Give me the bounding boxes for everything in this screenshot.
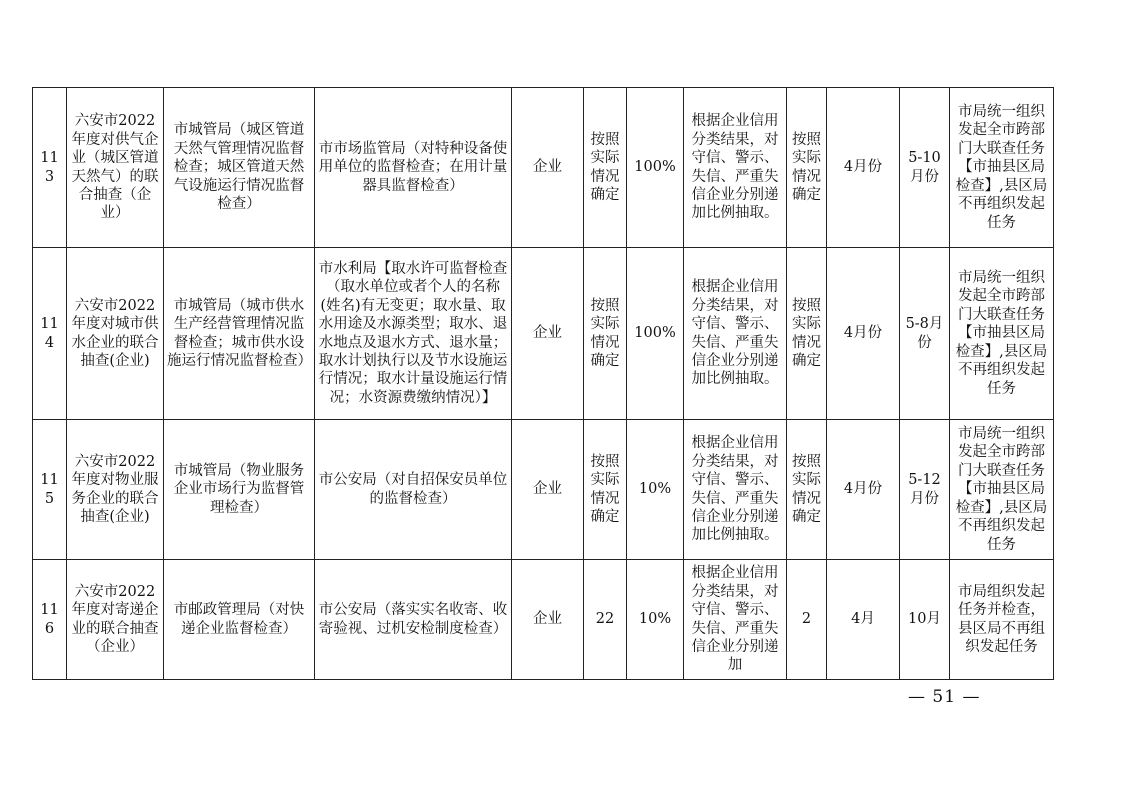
inspection-period: 10月 [900,560,950,680]
lead-department: 市城管局（城市供水生产经营管理情况监督检查；城市供水设施运行情况监督检查） [164,248,315,420]
sample-ratio: 100% [627,248,684,420]
sampling-method: 根据企业信用分类结果，对守信、警示、失信、严重失信企业分别递加 [684,560,787,680]
partner-department: 市水利局【取水许可监督检查（取水单位或者个人的名称(姓名)有无变更；取水量、取水用途及水源类型；取水、退水地点及退水方式、退水量；取水计划执行以及节水设施运行情况；取水计量设施运行情况；水资源费缴纳情况）】 [315,248,512,420]
row-number: 11 4 [33,248,67,420]
partner-department: 市市场监管局（对特种设备使用单位的监督检查；在用计量器具监督检查） [315,88,512,248]
remarks: 市局统一组织发起全市跨部门大联查任务【市抽县区局检查】,县区局不再组织发起任务 [950,420,1054,560]
partner-department: 市公安局（对自招保安员单位的监督检查） [315,420,512,560]
sample-count: 22 [584,560,627,680]
inspection-object: 企业 [512,560,584,680]
sample-ratio: 10% [627,420,684,560]
sample-count: 按照实际情况确定 [584,248,627,420]
task-name: 六安市2022年度对城市供水企业的联合抽查(企业) [67,248,164,420]
sample-count-2: 按照实际情况确定 [787,248,827,420]
page-number: — 51 — [908,687,981,707]
sampling-method: 根据企业信用分类结果，对守信、警示、失信、严重失信企业分别递加比例抽取。 [684,88,787,248]
table-row [33,88,1054,248]
task-name: 六安市2022年度对物业服务企业的联合抽查(企业) [67,420,164,560]
inspection-object: 企业 [512,88,584,248]
remarks: 市局统一组织发起全市跨部门大联查任务【市抽县区局检查】,县区局不再组织发起任务 [950,88,1054,248]
row-number: 11 5 [33,420,67,560]
lead-department: 市城管局（物业服务企业市场行为监督管理检查） [164,420,315,560]
sample-count-2: 按照实际情况确定 [787,88,827,248]
inspection-period: 5-12月份 [900,420,950,560]
sampling-method: 根据企业信用分类结果，对守信、警示、失信、严重失信企业分别递加比例抽取。 [684,420,787,560]
sample-count: 按照实际情况确定 [584,88,627,248]
sampling-method: 根据企业信用分类结果，对守信、警示、失信、严重失信企业分别递加比例抽取。 [684,248,787,420]
task-name: 六安市2022年度对寄递企业的联合抽查（企业） [67,560,164,680]
start-time: 4月份 [827,420,900,560]
sample-ratio: 100% [627,88,684,248]
table-row [33,560,1054,680]
row-number: 11 6 [33,560,67,680]
row-number: 11 3 [33,88,67,248]
start-time: 4月 [827,560,900,680]
inspection-table [32,87,1054,680]
sample-count: 按照实际情况确定 [584,420,627,560]
lead-department: 市城管局（城区管道天然气管理情况监督检查；城区管道天然气设施运行情况监督检查） [164,88,315,248]
partner-department: 市公安局（落实实名收寄、收寄验视、过机安检制度检查） [315,560,512,680]
inspection-period: 5-8月份 [900,248,950,420]
table-row [33,248,1054,420]
sample-count-2: 按照实际情况确定 [787,420,827,560]
sample-count-2: 2 [787,560,827,680]
task-name: 六安市2022年度对供气企业（城区管道天然气）的联合抽查（企业） [67,88,164,248]
inspection-object: 企业 [512,420,584,560]
sample-ratio: 10% [627,560,684,680]
table-row [33,420,1054,560]
lead-department: 市邮政管理局（对快递企业监督检查） [164,560,315,680]
inspection-object: 企业 [512,248,584,420]
start-time: 4月份 [827,88,900,248]
inspection-period: 5-10月份 [900,88,950,248]
start-time: 4月份 [827,248,900,420]
remarks: 市局组织发起任务并检查，县区局不再组织发起任务 [950,560,1054,680]
remarks: 市局统一组织发起全市跨部门大联查任务【市抽县区局检查】,县区局不再组织发起任务 [950,248,1054,420]
